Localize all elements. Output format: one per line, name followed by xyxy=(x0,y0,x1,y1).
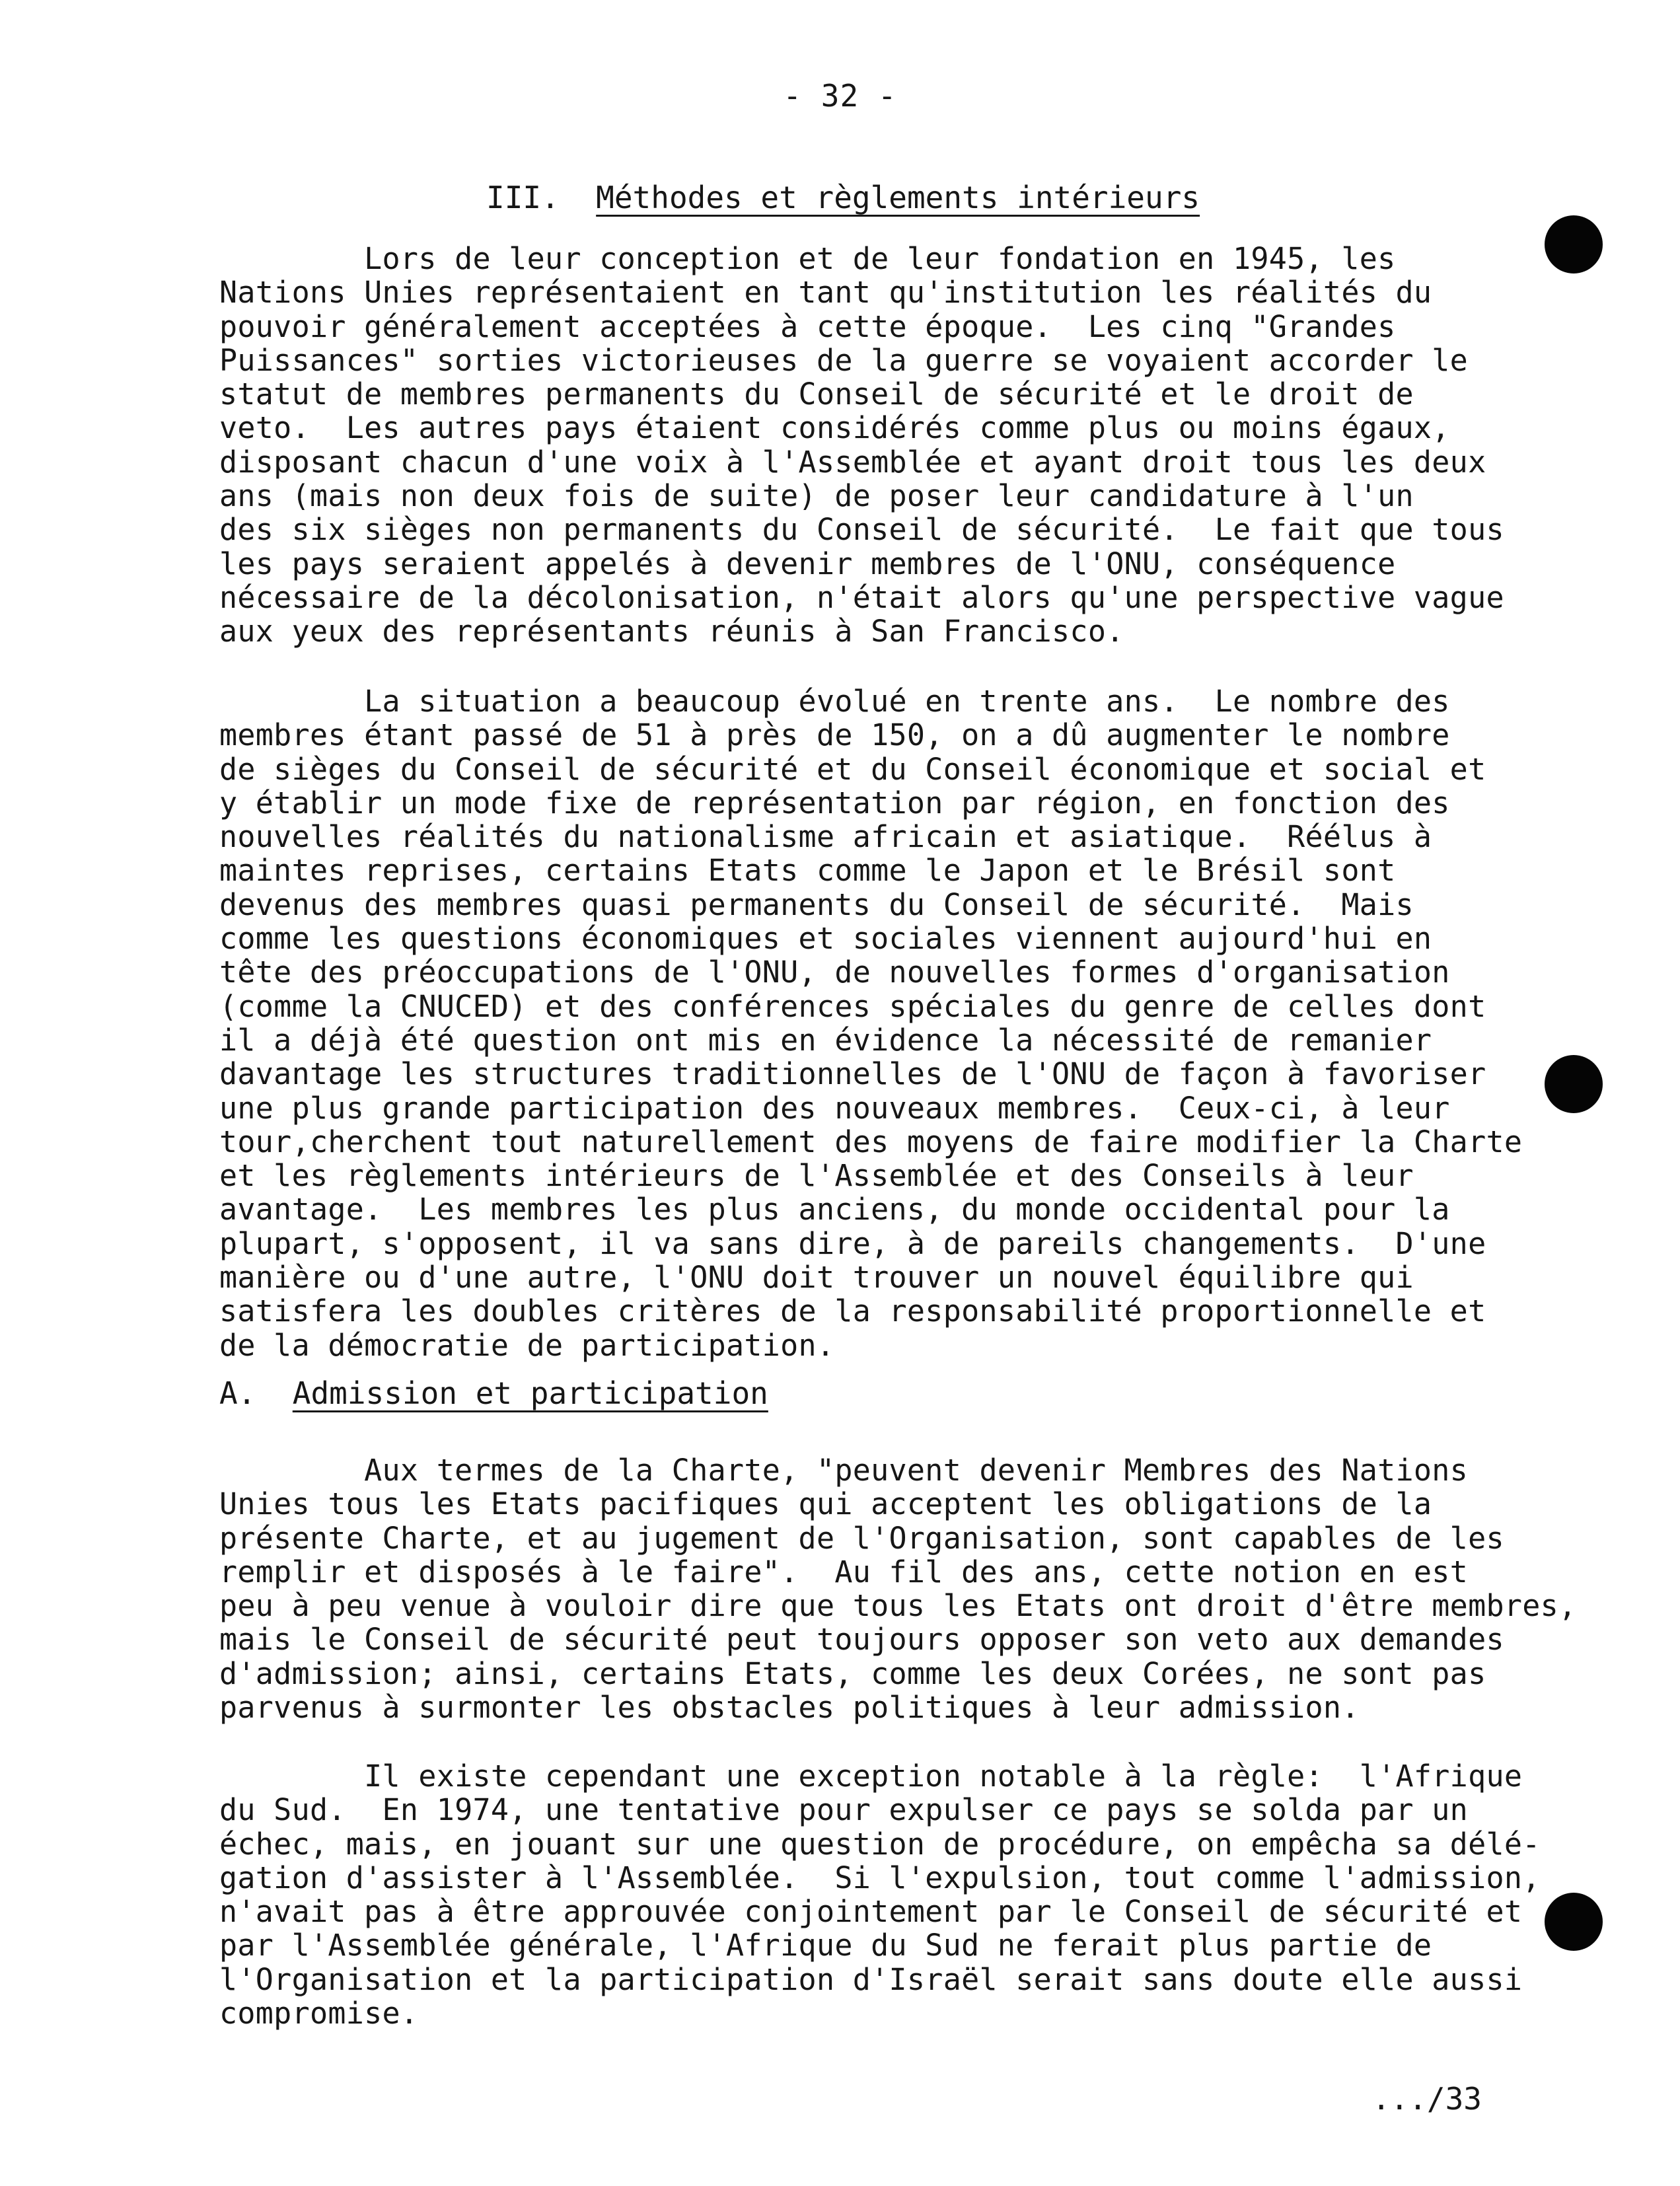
subsection-letter: A. xyxy=(219,1375,256,1411)
section-title: Méthodes et règlements intérieurs xyxy=(596,180,1200,215)
paragraph-1: Lors de leur conception et de leur fondation en 1945, les Nations Unies représentaient en tant qu'institution les réalités du pouvoir généralement acceptées à cette époque. Les cinq "Grandes Puissances" sorties victorieuses de la guerre se voyaient accorder le statut de membres permanents du Conseil de sécurité et le droit de veto. Les autres pays étaient considérés comme plus ou moins égaux, disposant chacun d'une voix à l'Assemblée et ayant droit tous les deux ans (mais non deux fois de suite) de poser leur candidature à l'un des six sièges non permanents du Conseil de sécurité. Le fait que tous les pays seraient appelés à devenir membres de l'ONU, conséquence nécessaire de la décolonisation, n'était alors qu'une perspective vague aux yeux des représentants réunis à San Francisco. xyxy=(219,241,1504,649)
subsection-title: Admission et participation xyxy=(292,1375,768,1411)
punch-hole-top xyxy=(1545,215,1603,273)
section-numeral: III. xyxy=(486,180,560,215)
page-number: - 32 - xyxy=(783,78,897,114)
section-heading xyxy=(486,180,1200,215)
paragraph-3: Aux termes de la Charte, "peuvent devenir Membres des Nations Unies tous les Etats pacifiques qui acceptent les obligations de la présente Charte, et au jugement de l'Organisation, sont capables de les remplir et disposés à le faire". Au fil des ans, cette notion en est peu à peu venue à vouloir dire que tous les Etats ont droit d'être membres, mais le Conseil de sécurité peut toujours opposer son veto aux demandes d'admission; ainsi, certains Etats, comme les deux Corées, ne sont pas parvenus à surmonter les obstacles politiques à leur admission. xyxy=(219,1453,1577,1726)
paragraph-2: La situation a beaucoup évolué en trente ans. Le nombre des membres étant passé de 51 à près de 150, on a dû augmenter le nombre de sièges du Conseil de sécurité et du Conseil économique et social et y établir un mode fixe de représentation par région, en fonction des nouvelles réalités du nationalisme africain et asiatique. Réélus à maintes reprises, certains Etats comme le Japon et le Brésil sont devenus des membres quasi permanents du Conseil de sécurité. Mais comme les questions économiques et sociales viennent aujourd'hui en tête des préoccupations de l'ONU, de nouvelles formes d'organisation (comme la CNUCED) et des conférences spéciales du genre de celles dont il a déjà été question ont mis en évidence la nécessité de remanier davantage les structures traditionnelles de l'ONU de façon à favoriser une plus grande participation des nouveaux membres. Ceux-ci, à leur tour,cherchent tout naturellement des moyens de faire modifier la Charte et les règlements intérieurs de l'Assemblée et des Conseils à leur avantage. Les membres les plus anciens, du monde occidental pour la plupart, s'opposent, il va sans dire, à de pareils changements. D'une manière ou d'une autre, l'ONU doit trouver un nouvel équilibre qui satisfera les doubles critères de la responsabilité proportionnelle et de la démocratie de participation. xyxy=(219,684,1523,1363)
punch-hole-bottom xyxy=(1545,1893,1603,1951)
paragraph-4: Il existe cependant une exception notable à la règle: l'Afrique du Sud. En 1974, une tentative pour expulser ce pays se solda par un échec, mais, en jouant sur une question de procédure, on empêcha sa délé- gation d'assister à l'Assemblée. Si l'expulsion, tout comme l'admission, n'avait pas à être approuvée conjointement par le Conseil de sécurité et par l'Assemblée générale, l'Afrique du Sud ne ferait plus partie de l'Organisation et la participation d'Israël serait sans doute elle aussi compromise. xyxy=(219,1759,1541,2031)
subsection-heading xyxy=(219,1375,768,1411)
continuation-marker: .../33 xyxy=(1371,2081,1482,2117)
punch-hole-middle xyxy=(1545,1055,1603,1113)
